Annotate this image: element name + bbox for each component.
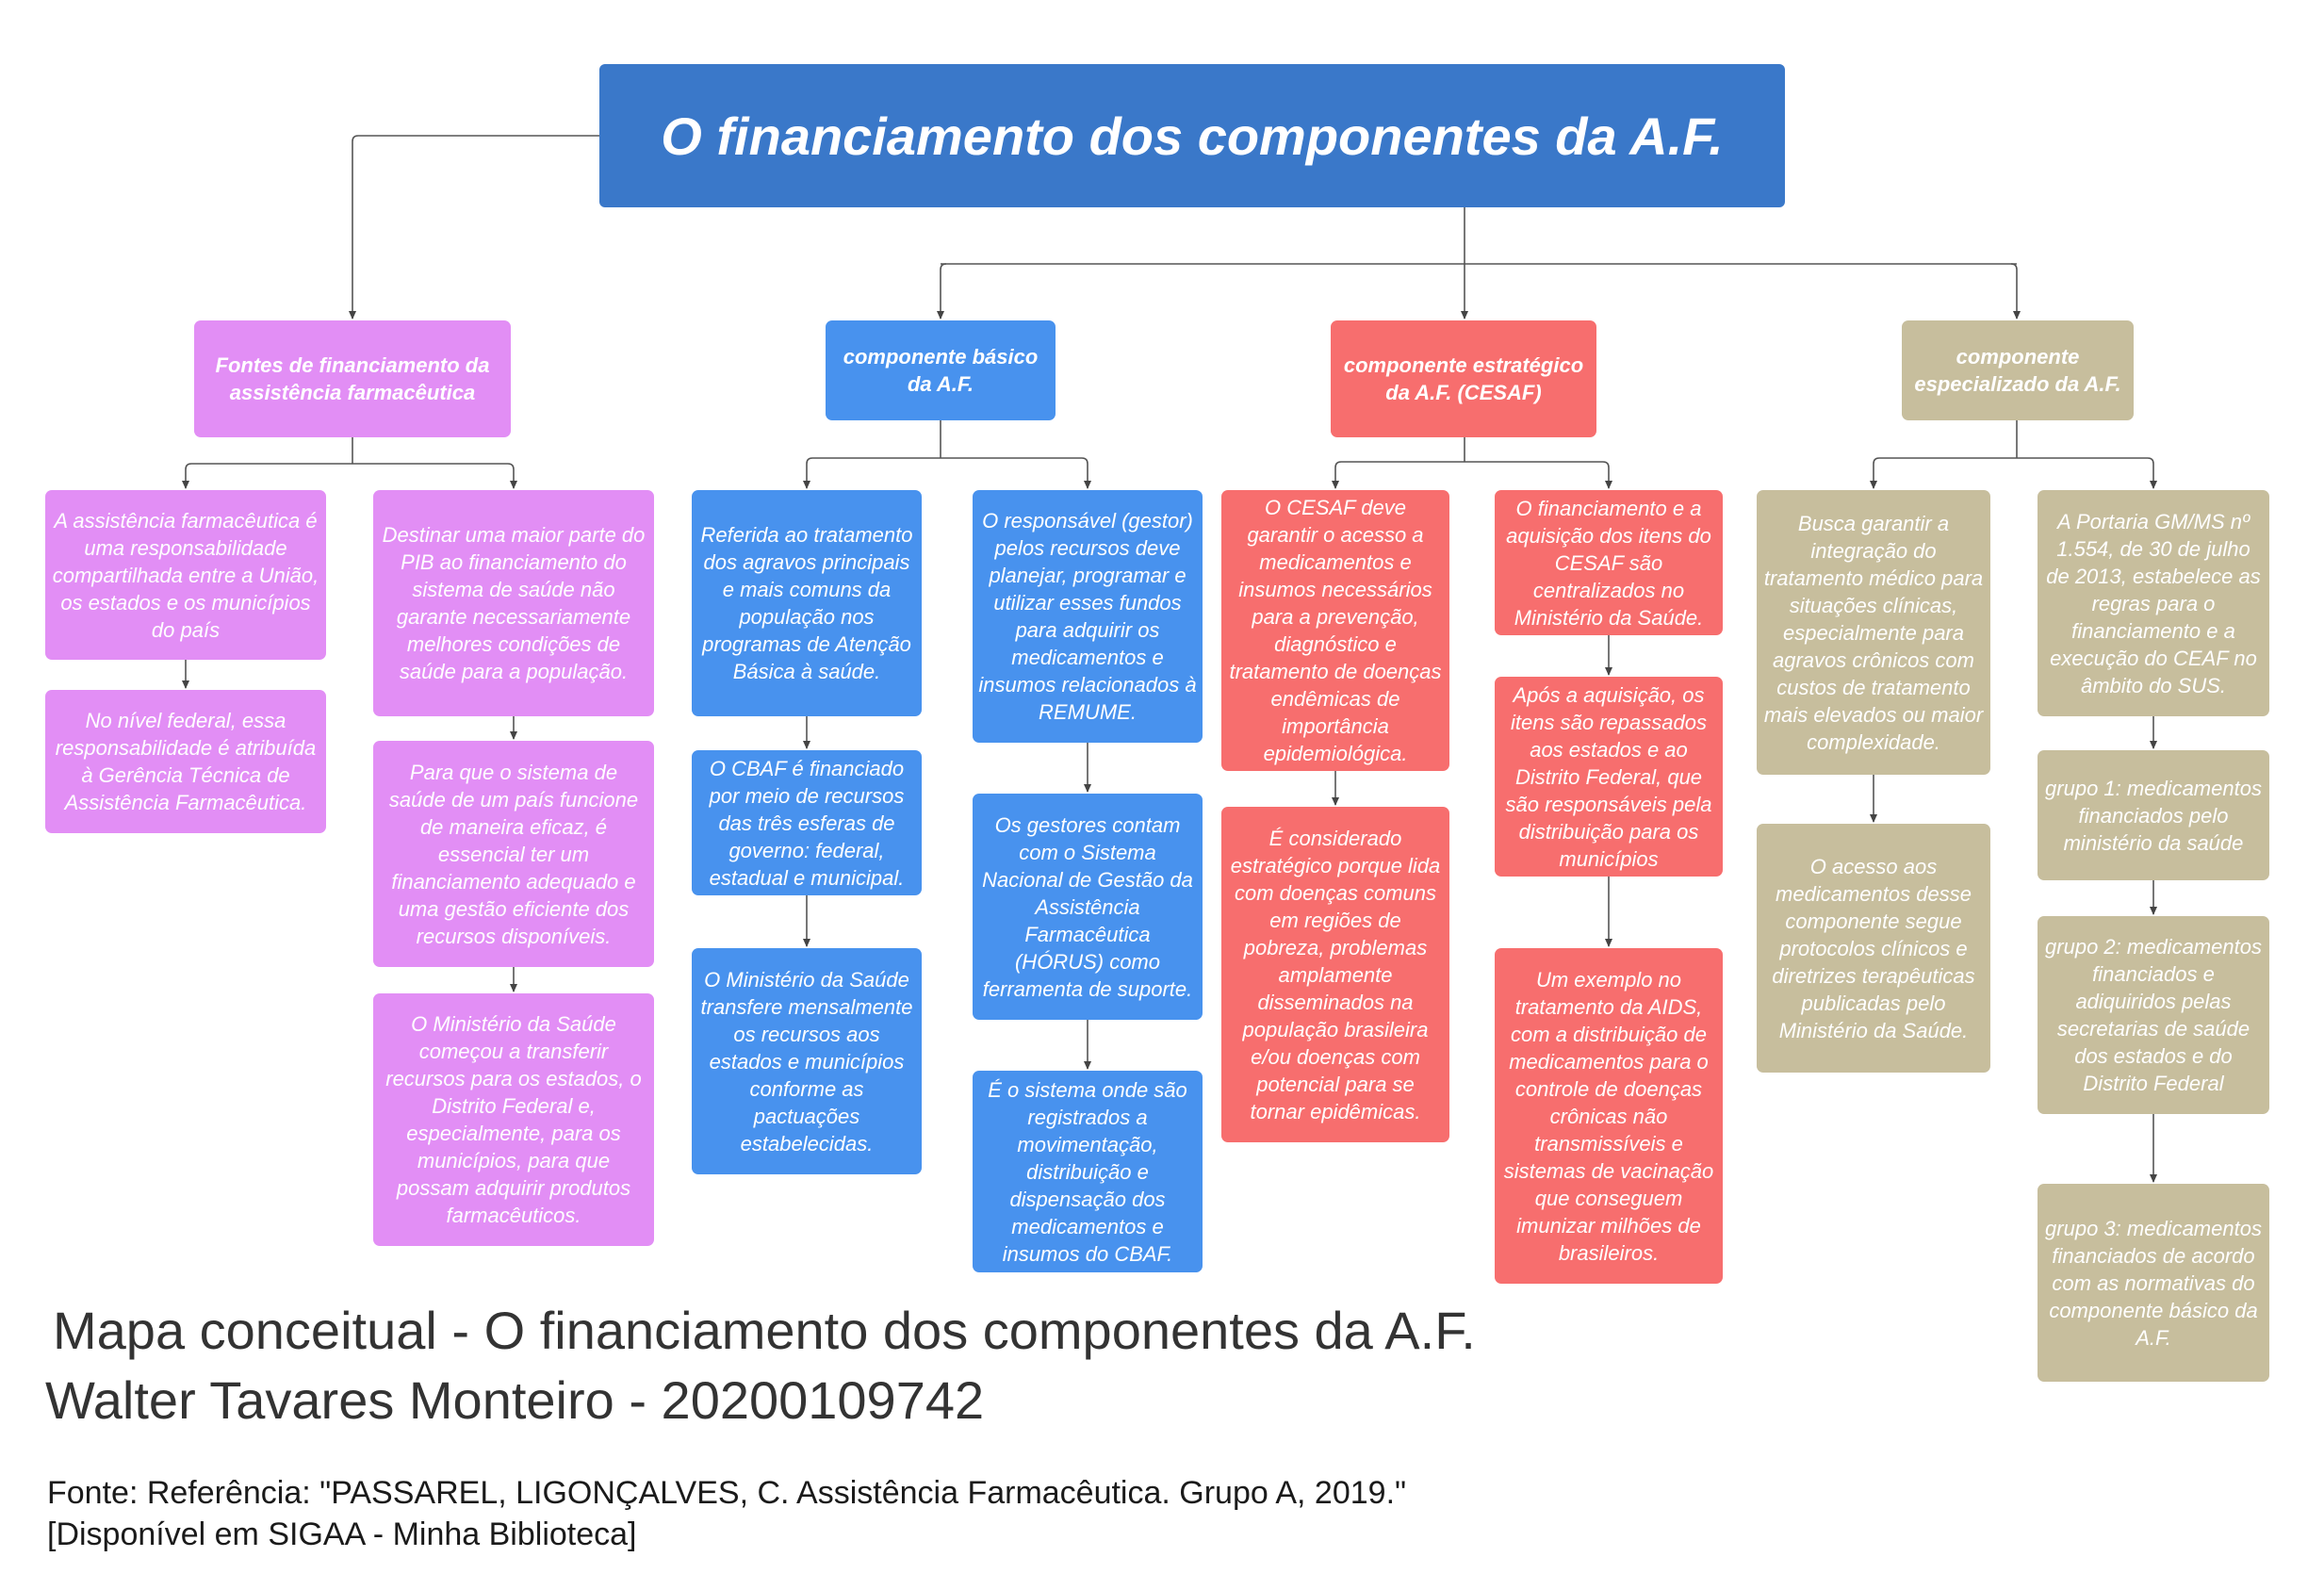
node-text: Busca garantir a integração do tratamento médico para situações clínicas, especialmente para agravos crônicos com custos de tratamento mais elevados ou maior complexidade. bbox=[1763, 511, 1984, 754]
especializado-left-2[interactable] bbox=[1757, 824, 1990, 1073]
especializado-right-2[interactable] bbox=[2038, 750, 2269, 880]
connector-basico-left bbox=[807, 458, 941, 488]
caption-line-2: Walter Tavares Monteiro - 20200109742 bbox=[45, 1370, 985, 1430]
connector-especializado-left bbox=[1874, 458, 2017, 488]
basico-left-2[interactable] bbox=[692, 750, 922, 895]
node-text: Após a aquisição, os itens são repassados aos estados e ao Distrito Federal, que são responsáveis pela distribuição para os municípios bbox=[1505, 682, 1712, 871]
connector-fontes-left bbox=[186, 464, 352, 488]
fontes-right-1[interactable] bbox=[373, 490, 654, 716]
node-text: Os gestores contam com o Sistema Nacional de Gestão da Assistência Farmacêutica (HÓRUS) como ferramenta de suporte. bbox=[982, 812, 1193, 1001]
node-text: O Ministério da Saúde transfere mensalmente os recursos aos estados e municípios conforme as pactuações estabelecidas. bbox=[700, 967, 913, 1156]
basico-right-3[interactable] bbox=[973, 1071, 1203, 1272]
estrategico-right-2[interactable] bbox=[1495, 677, 1723, 877]
node-text: Referida ao tratamento dos agravos principais e mais comuns da população nos programas de Atenção Básica à saúde. bbox=[700, 523, 913, 683]
node-text: O acesso aos medicamentos desse componente segue protocolos clínicos e diretrizes terapêuticas publicadas pelo Ministério da Saúde. bbox=[1772, 854, 1975, 1042]
basico-head-label: componente básico da A.F. bbox=[843, 345, 1039, 396]
connector-estrategico-left bbox=[1335, 462, 1465, 488]
estrategico-right-1[interactable] bbox=[1495, 490, 1723, 635]
node-text: O Ministério da Saúde começou a transferir recursos para os estados, o Distrito Federal e, especialmente, para os municípios, para que possam adquirir produtos farmacêuticos. bbox=[385, 1012, 642, 1227]
connector-fontes-right bbox=[352, 464, 514, 488]
connector-title-basico bbox=[941, 264, 946, 319]
node-text: O CBAF é financiado por meio de recursos das três esferas de governo: federal, estadual e municipal. bbox=[709, 756, 905, 890]
basico-right-2[interactable] bbox=[973, 794, 1203, 1020]
fontes-head-label: Fontes de financiamento da assistência farmacêutica bbox=[215, 353, 490, 404]
caption-line-1: Mapa conceitual - O financiamento dos componentes da A.F. bbox=[53, 1301, 1476, 1360]
especializado-head-node[interactable] bbox=[1902, 320, 2134, 420]
basico-head-node[interactable] bbox=[826, 320, 1056, 420]
node-text: Destinar uma maior parte do PIB ao financiamento do sistema de saúde não garante necessariamente melhores condições de saúde para a população. bbox=[382, 523, 646, 683]
node-text: No nível federal, essa responsabilidade é atribuída à Gerência Técnica de Assistência Farmacêutica. bbox=[55, 709, 317, 814]
node-text: A Portaria GM/MS nº 1.554, de 30 de julho de 2013, estabelece as regras para o financiamento e a execução do CEAF no âmbito do SUS. bbox=[2046, 509, 2261, 697]
fontes-right-3[interactable] bbox=[373, 993, 654, 1246]
node-text: O CESAF deve garantir o acesso a medicamentos e insumos necessários para a prevenção, diagnóstico e tratamento de doenças endêmicas de importância epidemiológica. bbox=[1229, 496, 1442, 765]
map-title: O financiamento dos componentes da A.F. bbox=[661, 106, 1724, 166]
node-text: Um exemplo no tratamento da AIDS, com a distribuição de medicamentos para o controle de doenças crônicas não transmissíveis e sistemas de vacinação que conseguem imunizar milhões de brasileiros. bbox=[1503, 967, 1714, 1265]
basico-right-1[interactable] bbox=[973, 490, 1203, 743]
map-title-node[interactable] bbox=[599, 64, 1785, 207]
node-text: O responsável (gestor) pelos recursos deve planejar, programar e utilizar esses fundos para adquirir os medicamentos e insumos relacionados à REMUME. bbox=[978, 509, 1197, 724]
fontes-left-2[interactable] bbox=[45, 690, 326, 833]
node-text: grupo 2: medicamentos financiados e adiquiridos pelas secretarias de saúde dos estados e do Distrito Federal bbox=[2045, 935, 2262, 1095]
especializado-left-1[interactable] bbox=[1757, 490, 1990, 775]
basico-left-1[interactable] bbox=[692, 490, 922, 716]
estrategico-right-3[interactable] bbox=[1495, 948, 1723, 1284]
especializado-right-1[interactable] bbox=[2038, 490, 2269, 716]
estrategico-left-1[interactable] bbox=[1221, 490, 1449, 771]
estrategico-left-2[interactable] bbox=[1221, 807, 1449, 1142]
node-text: A assistência farmacêutica é uma responsabilidade compartilhada entre a União, os estados e os municípios do país bbox=[52, 508, 319, 642]
node-text: grupo 3: medicamentos financiados de acordo com as normativas do componente básico da A.F. bbox=[2045, 1216, 2262, 1350]
node-text: É o sistema onde são registrados a movimentação, distribuição e dispensação dos medicamentos e insumos do CBAF. bbox=[988, 1077, 1187, 1266]
node-text: É considerado estratégico porque lida com doenças comuns em regiões de pobreza, problemas amplamente disseminados na população brasileira e/ou doenças com potencial para se tornar epidêmicas. bbox=[1230, 826, 1441, 1123]
source-line-2: [Disponível em SIGAA - Minha Biblioteca] bbox=[47, 1516, 637, 1552]
basico-left-3[interactable] bbox=[692, 948, 922, 1174]
connector-title-fontes bbox=[352, 136, 599, 319]
node-text: O financiamento e a aquisição dos itens do CESAF são centralizados no Ministério da Saúde. bbox=[1506, 496, 1711, 630]
fontes-left-1[interactable] bbox=[45, 490, 326, 660]
source-line-1: Fonte: Referência: "PASSAREL, LIGONÇALVES, C. Assistência Farmacêutica. Grupo A, 2019." bbox=[47, 1475, 1407, 1511]
fontes-right-2[interactable] bbox=[373, 741, 654, 967]
especializado-right-4[interactable] bbox=[2038, 1184, 2269, 1382]
node-text: grupo 1: medicamentos financiados pelo ministério da saúde bbox=[2045, 776, 2262, 855]
estrategico-head-label: componente estratégico da A.F. (CESAF) bbox=[1343, 353, 1584, 404]
connector-especializado-right bbox=[2017, 458, 2153, 488]
node-text: Para que o sistema de saúde de um país funcione de maneira eficaz, é essencial ter um financiamento adequado e uma gestão eficiente dos recursos disponíveis. bbox=[388, 760, 639, 948]
fontes-head-node[interactable] bbox=[194, 320, 511, 437]
connector-estrategico-right bbox=[1465, 462, 1609, 488]
connector-title-especializado bbox=[2011, 264, 2017, 319]
connector-basico-right bbox=[941, 458, 1088, 488]
especializado-head-label: componente especializado da A.F. bbox=[1914, 345, 2121, 396]
especializado-right-3[interactable] bbox=[2038, 916, 2269, 1114]
estrategico-head-node[interactable] bbox=[1331, 320, 1596, 437]
